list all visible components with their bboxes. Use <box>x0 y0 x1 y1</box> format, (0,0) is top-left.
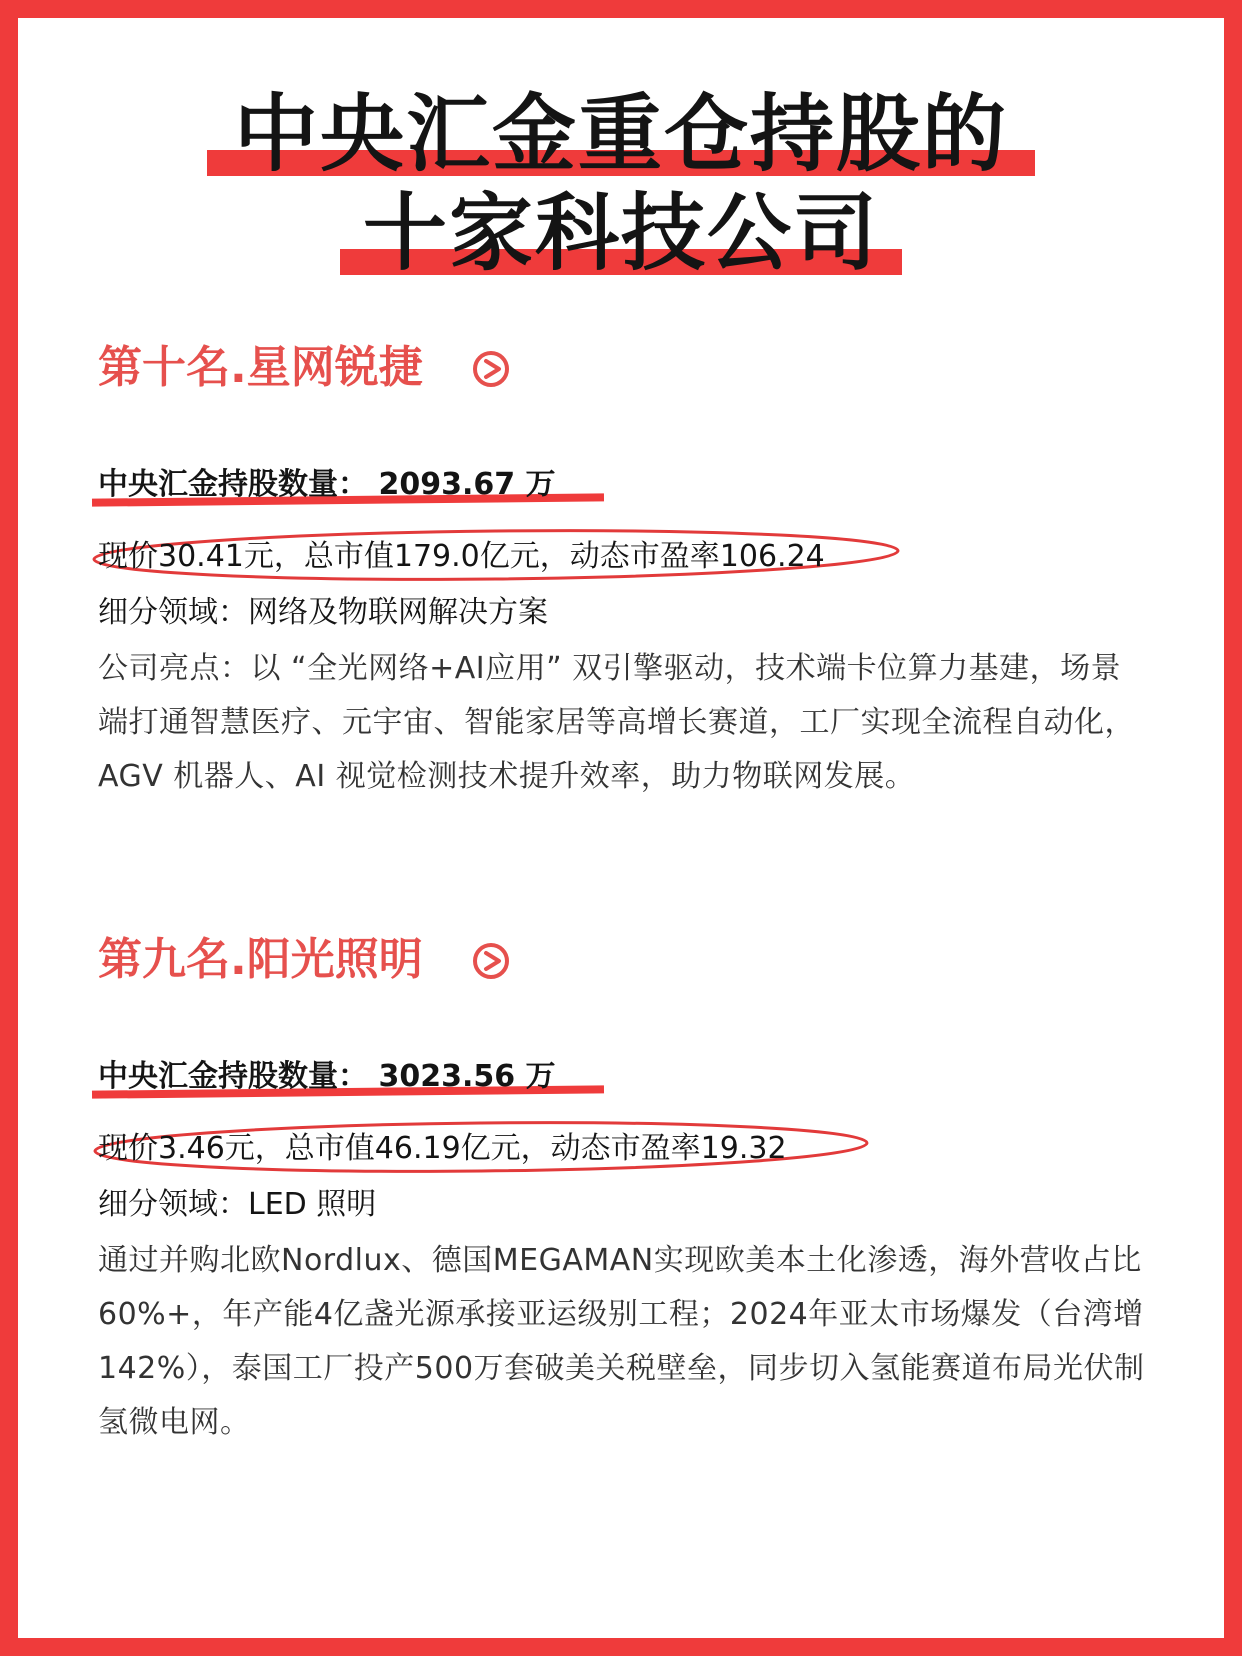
page-title-line-1: 中央汇金重仓持股的 <box>233 85 1008 183</box>
highlight-text-10: 公司亮点：以 “全光网络+AI应用” 双引擎驱动，技术端卡位算力基建，场景端打通智慧医疗、元宇宙、智能家居等高增长赛道，工厂实现全流程自动化，AGV 机器人、AI 视觉检测技术提升效率，助力物联网发展。 <box>98 651 1135 794</box>
holding-amount-10: 中央汇金持股数量： 2093.67 万 <box>98 467 556 502</box>
page-title-line-2: 十家科技公司 <box>362 184 879 282</box>
play-circle-icon[interactable] <box>472 350 510 388</box>
rank-title-9: 第九名.阳光照明 <box>98 934 423 985</box>
price-line-10: 现价30.41元，总市值179.0亿元，动态市盈率106.24 <box>98 539 825 574</box>
holding-amount-9: 中央汇金持股数量： 3023.56 万 <box>98 1059 556 1094</box>
highlight-text-9: 通过并购北欧Nordlux、德国MEGAMAN实现欧美本土化渗透，海外营收占比60%+，年产能4亿盏光源承接亚运级别工程；2024年亚太市场爆发（台湾增142%），泰国工厂投产500万套破美关税壁垒，同步切入氢能赛道布局光伏制氢微电网。 <box>98 1243 1145 1440</box>
sector-9: 细分领域：LED 照明 <box>98 1187 377 1222</box>
sector-10: 细分领域：网络及物联网解决方案 <box>98 595 548 630</box>
rank-title-10: 第十名.星网锐捷 <box>98 342 423 393</box>
play-circle-icon[interactable] <box>472 942 510 980</box>
price-line-9: 现价3.46元，总市值46.19亿元，动态市盈率19.32 <box>98 1131 787 1166</box>
